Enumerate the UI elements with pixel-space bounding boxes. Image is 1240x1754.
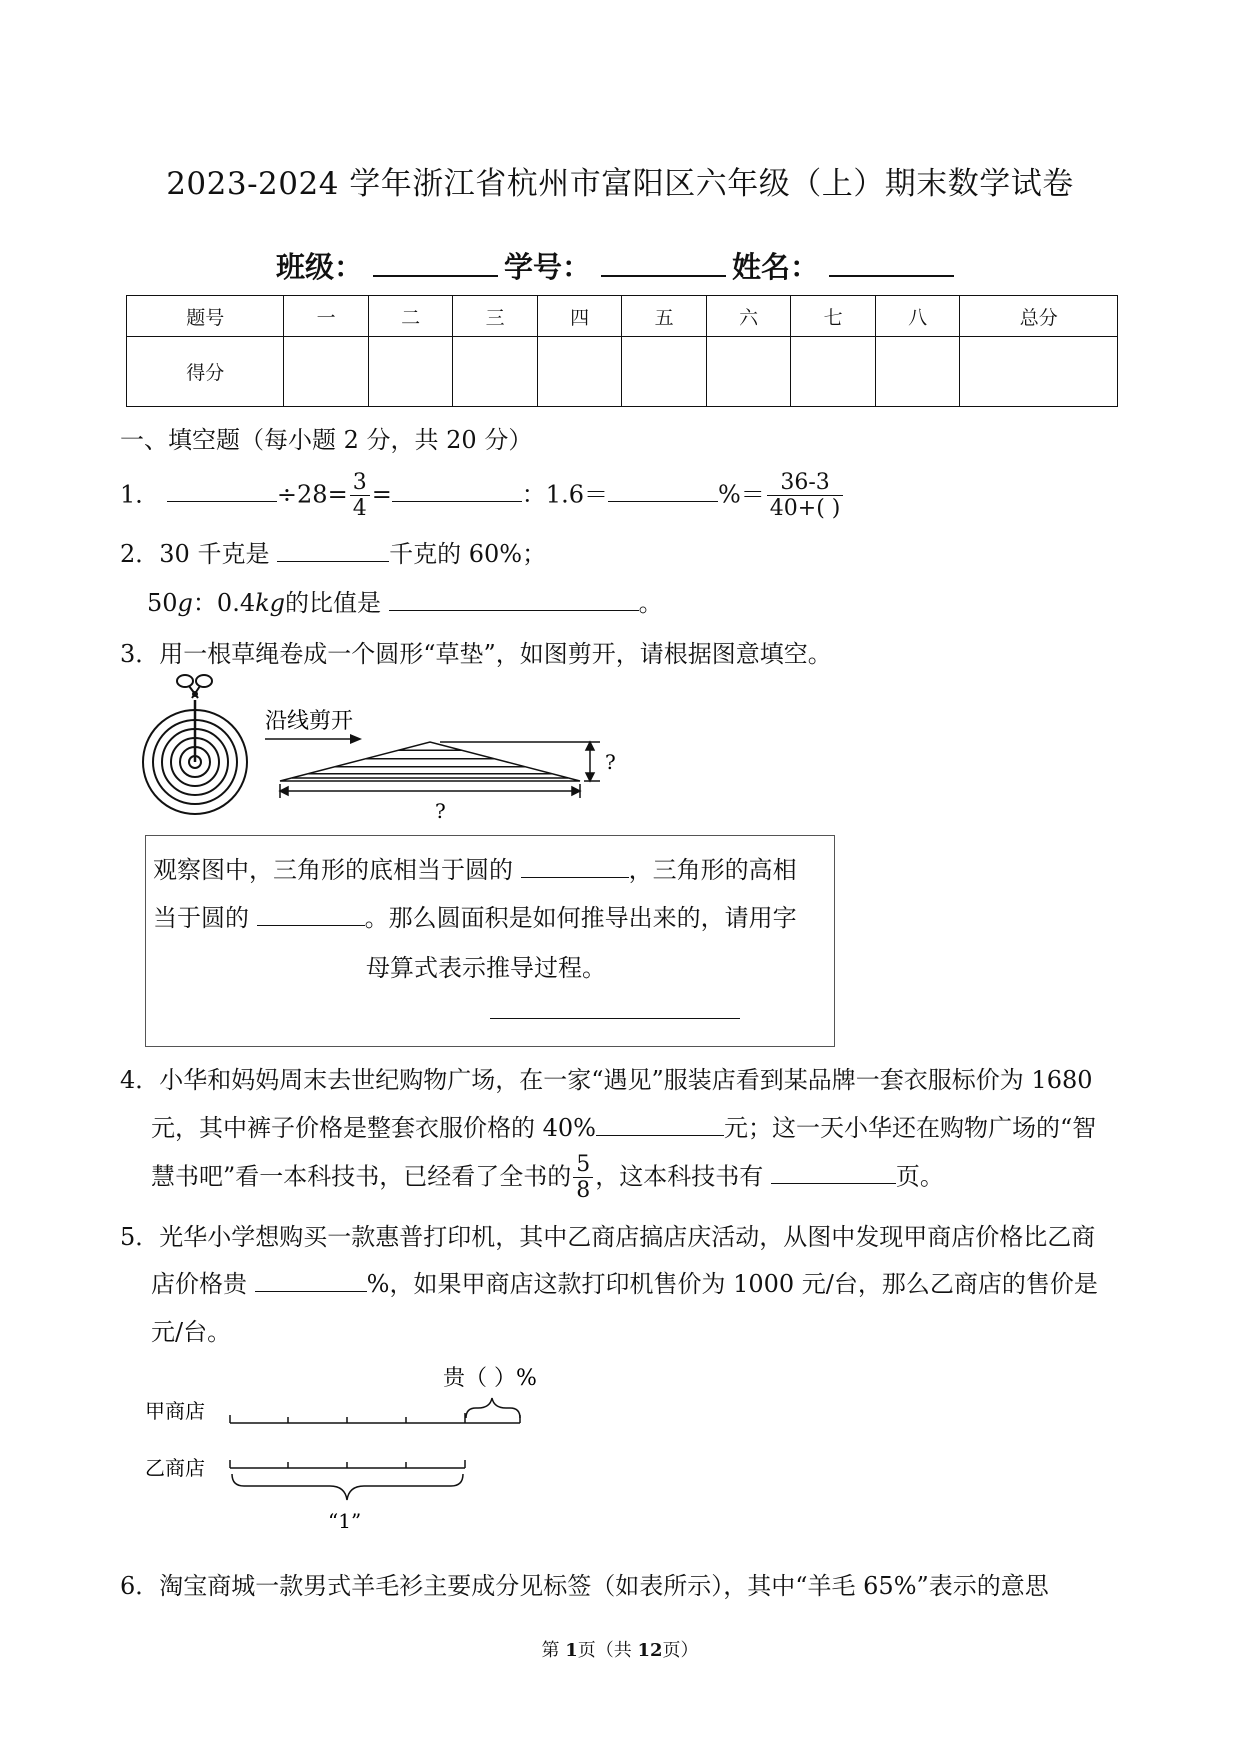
- q2-text-b: 千克的 60%；: [389, 540, 547, 568]
- exam-title: 2023-2024 学年浙江省杭州市富阳区六年级（上）期末数学试卷: [166, 166, 1074, 202]
- q3-straw-mat-diagram: [140, 670, 660, 830]
- q5-blank-percent[interactable]: [255, 1269, 367, 1292]
- q5-segment-diagram: [140, 1358, 580, 1538]
- q4-text-2a: 元，其中裤子价格是整套衣服价格的 40%: [151, 1114, 596, 1142]
- page-footer: [0, 1636, 1240, 1662]
- question-3-stem: 3．用一根草绳卷成一个圆形“草垫”，如图剪开，请根据图意填空。: [120, 640, 832, 668]
- section1-heading: 一、填空题（每小题 2 分，共 20 分）: [120, 426, 533, 454]
- score-cell[interactable]: [706, 337, 791, 407]
- q2-50: 50: [147, 589, 178, 617]
- score-header-cell: 一: [284, 296, 369, 337]
- footer-mid: 页（共: [577, 1640, 638, 1661]
- q3-derivation-blank[interactable]: [490, 1018, 740, 1019]
- q4-text-2b: 元；这一天小华还在购物广场的“智: [723, 1114, 1097, 1142]
- score-header-cell: 题号: [127, 296, 284, 337]
- store-b-label: 乙商店: [145, 1456, 205, 1480]
- q3-blank-base[interactable]: [521, 855, 629, 878]
- q1-fraction-36-3: [767, 470, 844, 522]
- q3-box-text-1b: ，三角形的高相: [628, 856, 797, 884]
- q4-text-3a: 慧书吧”看一本科技书，已经看了全书的: [151, 1162, 572, 1191]
- q3-box-line-2: [153, 898, 797, 933]
- class-blank[interactable]: [373, 249, 498, 277]
- q3-box-text-2b: 。那么圆面积是如何推导出来的，请用字: [364, 904, 797, 932]
- q2-number: 2．: [120, 540, 160, 568]
- cut-along-line-label: 沿线剪开: [265, 709, 354, 734]
- q2-unit-kg: kg: [255, 589, 285, 617]
- footer-total-pages: 12: [637, 1640, 663, 1661]
- q5-text-2a: 店价格贵: [151, 1270, 247, 1298]
- score-header-cell: 总分: [960, 296, 1118, 337]
- score-cell[interactable]: [791, 337, 876, 407]
- q4-text-3b: ，这本科技书有: [595, 1162, 764, 1191]
- student-info-line: [276, 245, 960, 286]
- store-a-bar: [230, 1413, 520, 1423]
- q1-frac1-numerator: 3: [350, 470, 370, 496]
- score-cell[interactable]: [368, 337, 453, 407]
- q3-box-line-1: [153, 850, 797, 885]
- scissors-icon: [177, 675, 212, 698]
- score-header-cell: 八: [875, 296, 960, 337]
- unit-brace: [232, 1474, 463, 1500]
- unrolled-triangle: [280, 742, 580, 781]
- q4-blank-pages[interactable]: [771, 1161, 896, 1184]
- score-cell[interactable]: [622, 337, 707, 407]
- q1-frac1-denominator: 4: [352, 496, 367, 522]
- score-header-cell: 五: [622, 296, 707, 337]
- question-2-line-2: [147, 583, 663, 618]
- question-2-line-1: [120, 534, 546, 569]
- q3-box-text-1a: 观察图中，三角形的底相当于圆的: [153, 856, 513, 884]
- score-header-cell: 四: [537, 296, 622, 337]
- q2-text-c: 的比值是: [285, 589, 381, 617]
- id-blank[interactable]: [601, 249, 726, 277]
- q4-text-3c: 页。: [895, 1162, 944, 1191]
- score-row-label: 得分: [127, 337, 284, 407]
- height-dimension: [440, 742, 600, 781]
- q1-div28: ÷28=: [276, 480, 348, 509]
- q1-frac2-numerator: 36-3: [767, 470, 844, 496]
- q5-line-1: 5．光华小学想购买一款惠普打印机，其中乙商店搞店庆活动，从图中发现甲商店价格比乙商: [120, 1223, 1096, 1251]
- store-a-label: 甲商店: [145, 1399, 205, 1423]
- score-table-header-row: [127, 296, 1118, 337]
- score-cell[interactable]: [537, 337, 622, 407]
- more-brace: [466, 1398, 520, 1418]
- question-1: [120, 470, 845, 522]
- q4-line-2: [151, 1108, 1096, 1143]
- q1-eq: =: [371, 480, 392, 509]
- footer-page-number: 1: [565, 1640, 578, 1661]
- coiled-mat-circles: [143, 700, 247, 814]
- q4-blank-pants-price[interactable]: [596, 1113, 724, 1136]
- q1-blank-2[interactable]: [392, 479, 522, 502]
- score-cell[interactable]: [875, 337, 960, 407]
- q2-ratio: ：0.4: [192, 589, 256, 617]
- q1-blank-3[interactable]: [608, 479, 718, 502]
- base-dimension: [280, 784, 580, 798]
- q4-fraction-5-8: [573, 1152, 593, 1204]
- q2-unit-g: g: [177, 589, 193, 617]
- q1-percent-eq: %＝: [717, 480, 765, 509]
- height-question-mark: ?: [605, 750, 616, 774]
- store-b-bar: [230, 1460, 465, 1468]
- q3-blank-height[interactable]: [257, 903, 365, 926]
- score-cell[interactable]: [960, 337, 1118, 407]
- more-percent-label: 贵（ ）%: [443, 1366, 537, 1391]
- score-table: [126, 295, 1118, 407]
- score-cell[interactable]: [284, 337, 369, 407]
- unit-one-label: “1”: [328, 1509, 362, 1533]
- id-label: 学号：: [504, 250, 592, 284]
- q4-line-3: [151, 1152, 944, 1204]
- q3-box-line-3: 母算式表示推导过程。: [366, 954, 606, 982]
- score-table-score-row: [127, 337, 1118, 407]
- q1-ratio: ：1.6＝: [521, 480, 608, 509]
- q4-frac-denominator: 8: [576, 1178, 591, 1204]
- score-header-cell: 六: [706, 296, 791, 337]
- q6-line-1: 6．淘宝商城一款男式羊毛衫主要成分见标签（如表所示），其中“羊毛 65%”表示的意思: [120, 1572, 1049, 1600]
- q2-blank-2[interactable]: [389, 588, 639, 611]
- footer-post: 页）: [662, 1640, 699, 1661]
- score-header-cell: 三: [453, 296, 538, 337]
- name-blank[interactable]: [829, 249, 954, 277]
- score-header-cell: 七: [791, 296, 876, 337]
- q1-blank-1[interactable]: [167, 479, 277, 502]
- name-label: 姓名：: [732, 250, 820, 284]
- q4-frac-numerator: 5: [573, 1152, 593, 1178]
- footer-pre: 第: [541, 1640, 566, 1661]
- q2-text-a: 30 千克是: [159, 540, 270, 568]
- score-cell[interactable]: [453, 337, 538, 407]
- cut-arrow: [265, 734, 362, 744]
- q5-line-3: 元/台。: [151, 1318, 232, 1346]
- q4-line-1: 4．小华和妈妈周末去世纪购物广场，在一家“遇见”服装店看到某品牌一套衣服标价为 1680: [120, 1066, 1093, 1094]
- score-header-cell: 二: [368, 296, 453, 337]
- base-question-mark: ?: [435, 799, 446, 823]
- q5-text-2b: %，如果甲商店这款打印机售价为 1000 元/台，那么乙商店的售价是: [366, 1270, 1098, 1298]
- q1-frac2-denominator[interactable]: 40+( ): [769, 496, 841, 522]
- q5-line-2: [151, 1264, 1098, 1299]
- q2-blank-1[interactable]: [277, 539, 389, 562]
- class-label: 班级：: [276, 250, 364, 284]
- q1-number: 1．: [120, 480, 160, 509]
- q3-box-text-2a: 当于圆的: [153, 904, 249, 932]
- q2-end: 。: [638, 589, 663, 617]
- q1-fraction-3-4: [350, 470, 370, 522]
